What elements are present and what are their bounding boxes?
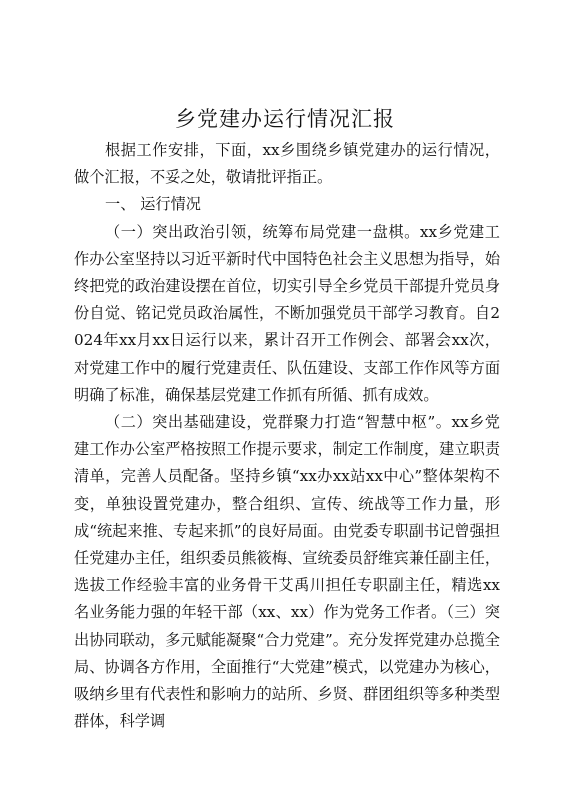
document-title: 乡党建办运行情况汇报 [175,107,395,131]
intro-paragraph: 根据工作安排，下面，xx乡围绕乡镇党建办的运行情况，做个汇报，不妥之处，敬请批评指正。 [74,141,500,187]
body-paragraph: （二）突出基础建设，党群聚力打造“智慧中枢”。xx乡党建工作办公室严格按照工作提示要求，制定工作制度，建立职责清单，完善人员配备。坚持乡镇“xx办xx站xx中心”整体架构不变，单独设置党建办，整合组织、宣传、统战等工作力量，形成“统起来推、专起来抓”的良好局面。由党委专职副书记曾强担任党建办主任，组织委员熊筱梅、宣统委员舒维宾兼任副主任，选拔工作经验丰富的业务骨干艾禹川担任专职副主任，精选xx名业务能力强的年轻干部（xx、xx）作为党务工作者。（三）突出协同联动，多元赋能凝聚“合力党建”。充分发挥党建办总揽全局、协调各方作用，全面推行“大党建”模式，以党建办为核心，吸纳乡里有代表性和影响力的站所、乡贤、群团组织等多种类型群体，科学调 [74,413,500,731]
body-paragraph: （一）突出政治引领，统筹布局党建一盘棋。xx乡党建工作办公室坚持以习近平新时代中国特色社会主义思想为指导，始终把党的政治建设摆在首位，切实引导全乡党员干部提升党员身份自觉、铭记党员政治属性，不断加强党员干部学习教育。自2024年xx月xx日运行以来，累计召开工作例会、部署会xx次，对党建工作中的履行党建责任、队伍建设、支部工作作风等方面明确了标准，确保基层党建工作抓有所循、抓有成效。 [74,222,500,404]
document-body [74,137,500,735]
section-heading: 一、 运行情况 [105,195,201,214]
